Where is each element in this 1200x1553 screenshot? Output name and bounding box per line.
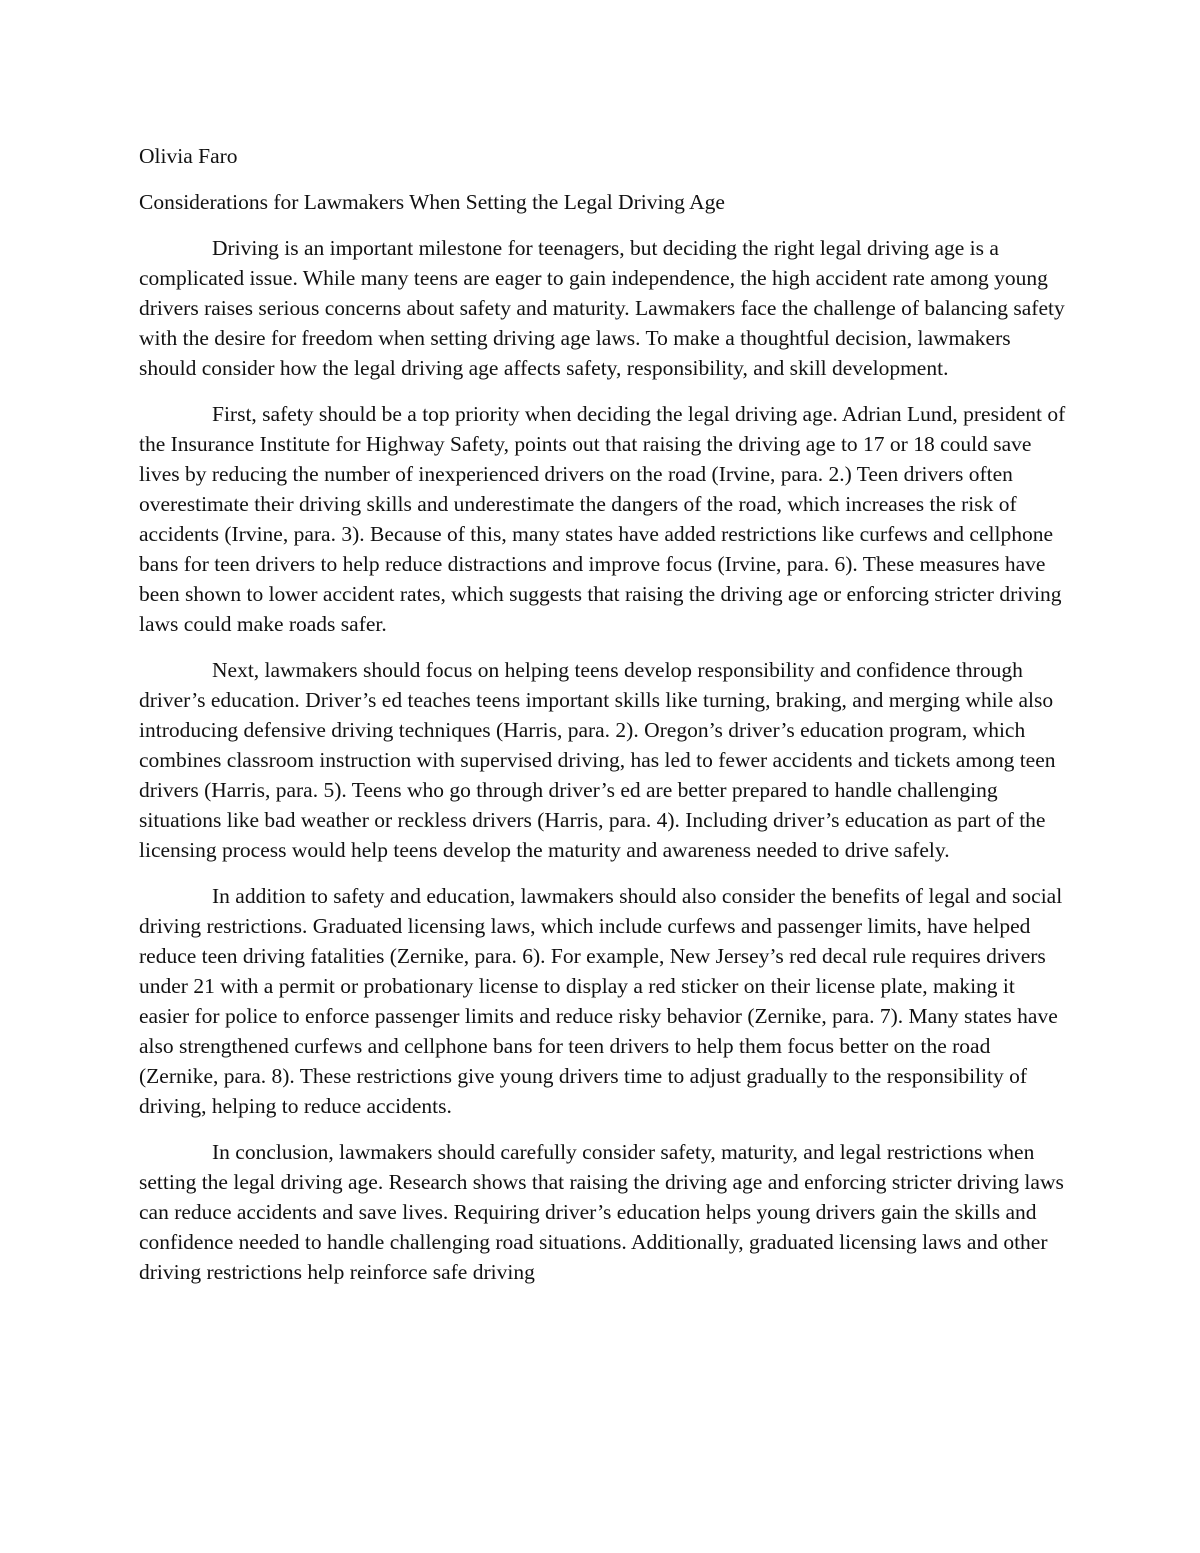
paragraph-introduction: Driving is an important milestone for teenagers, but deciding the right legal driving age is a complicated issue. While many teens are eager to gain independence, the high accident rate among young drivers raises serious concerns about safety and maturity. Lawmakers face the challenge of balancing safety with the desire for freedom when setting driving age laws. To make a thoughtful decision, lawmakers should consider how the legal driving age affects safety, responsibility, and skill development. — [139, 236, 1065, 380]
essay-title: Considerations for Lawmakers When Setting the Legal Driving Age — [139, 190, 725, 214]
paragraph-safety: First, safety should be a top priority when deciding the legal driving age. Adrian Lund, president of the Insurance Institute for Highway Safety, points out that raising the driving age to 17 or 18 could save lives by reducing the number of inexperienced drivers on the road (Irvine, para. 2.) Teen drivers often overestimate their driving skills and underestimate the dangers of the road, which increases the risk of accidents (Irvine, para. 3). Because of this, many states have added restrictions like curfews and cellphone bans for teen drivers to help reduce distractions and improve focus (Irvine, para. 6). These measures have been shown to lower accident rates, which suggests that raising the driving age or enforcing stricter driving laws could make roads safer. — [139, 402, 1066, 636]
document-body — [139, 141, 1069, 1303]
paragraph-restrictions: In addition to safety and education, lawmakers should also consider the benefits of legal and social driving restrictions. Graduated licensing laws, which include curfews and passenger limits, have helped reduce teen driving fatalities (Zernike, para. 6). For example, New Jersey’s red decal rule requires drivers under 21 with a permit or probationary license to display a red sticker on their license plate, making it easier for police to enforce passenger limits and reduce risky behavior (Zernike, para. 7). Many states have also strengthened curfews and cellphone bans for teen drivers to help them focus better on the road (Zernike, para. 8). These restrictions give young drivers time to adjust gradually to the responsibility of driving, helping to reduce accidents. — [139, 884, 1063, 1118]
paragraph-conclusion: In conclusion, lawmakers should carefully consider safety, maturity, and legal restrictions when setting the legal driving age. Research shows that raising the driving age and enforcing stricter driving laws can reduce accidents and save lives. Requiring driver’s education helps young drivers gain the skills and confidence needed to handle challenging road situations. Additionally, graduated licensing laws and other driving restrictions help reinforce safe driving — [139, 1140, 1064, 1284]
author-name: Olivia Faro — [139, 144, 238, 168]
paragraph-drivers-education: Next, lawmakers should focus on helping teens develop responsibility and confidence through driver’s education. Driver’s ed teaches teens important skills like turning, braking, and merging while also introducing defensive driving techniques (Harris, para. 2). Oregon’s driver’s education program, which combines classroom instruction with supervised driving, has led to fewer accidents and tickets among teen drivers (Harris, para. 5). Teens who go through driver’s ed are better prepared to handle challenging situations like bad weather or reckless drivers (Harris, para. 4). Including driver’s education as part of the licensing process would help teens develop the maturity and awareness needed to drive safely. — [139, 658, 1056, 862]
